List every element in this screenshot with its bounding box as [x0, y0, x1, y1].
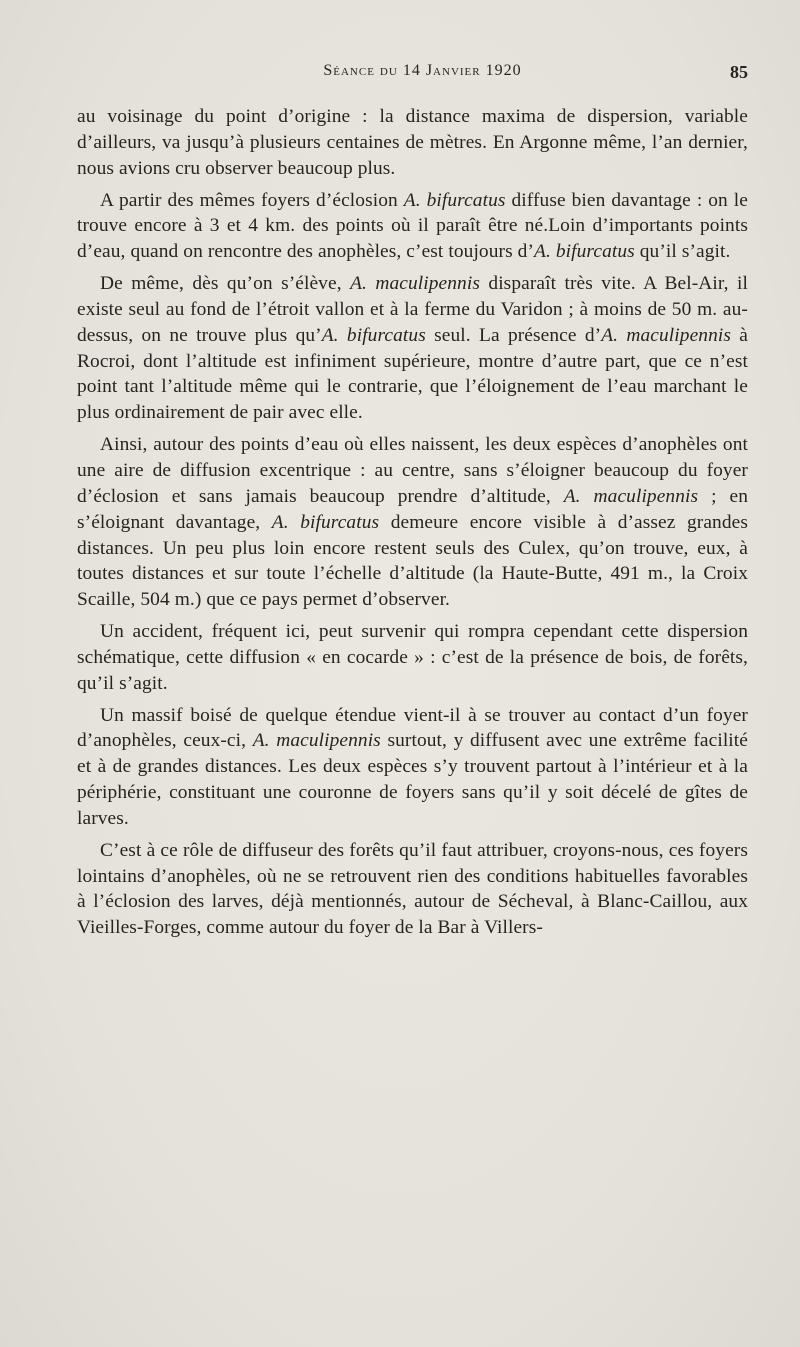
species-name: A. bifurcatus	[403, 189, 506, 211]
body-text	[77, 104, 748, 941]
species-name: A. maculipennis	[252, 730, 381, 752]
paragraph-2	[77, 188, 748, 266]
species-name: A. maculipennis	[350, 273, 480, 295]
text-run: qu’il s’agit.	[634, 241, 731, 263]
text-run: disparaît très vite. A Bel-Air, il existe seul au fond de l’étroit vallon et à la ferme du Varidon ; à moins de 50 m. au-dessus, on ne trouve plus qu’	[77, 273, 749, 346]
paragraph-6	[77, 703, 748, 832]
paragraph-1: au voisinage du point d’origine : la distance maxima de dispersion, variable d’ailleurs, va jusqu’à plusieurs centaines de mètres. En Argonne même, l’an dernier, nous avions cru observer beaucoup plus.	[77, 106, 748, 179]
text-run: De même, dès qu’on s’élève,	[100, 273, 351, 295]
species-name: A. bifurcatus	[321, 324, 426, 346]
text-run: surtout, y diffusent avec une extrême facilité et à de grandes distances. Les deux espèces s’y trouvent partout à l’intérieur et à la périphérie, constituant une couronne de foyers sans qu’il y soit décelé de gîtes de larves.	[77, 730, 748, 829]
page-number: 85	[730, 62, 748, 82]
species-name: A. maculipennis	[563, 485, 699, 507]
paragraph-3	[77, 271, 748, 426]
text-run: seul. La présence d’	[425, 324, 602, 346]
species-name: A. maculipennis	[601, 324, 732, 346]
text-run: Ainsi, autour des points d’eau où elles naissent, les deux espèces d’anophèles ont une aire de diffusion excentrique : au centre, sans s’éloigner beaucoup du foyer d’éclosion et sans jamais beaucoup prendre d’altitude,	[77, 434, 748, 507]
running-title: Séance du 14 Janvier 1920	[323, 62, 522, 79]
text-run: ; en s’éloignant davantage,	[77, 485, 748, 533]
text-run: à Rocroi, dont l’altitude est infiniment supérieure, montre d’autre part, que ce n’est point tant l’altitude même qui le contrarie, que l’éloignement de l’eau marchant le plus ordinairement de pair avec elle.	[77, 324, 749, 424]
text-run: A partir des mêmes foyers d’éclosion	[100, 189, 404, 211]
paragraph-5: Un accident, fréquent ici, peut survenir qui rompra cependant cette dispersion schématique, cette diffusion « en cocarde » : c’est de la présence de bois, de forêts, qu’il s’agit.	[77, 621, 748, 694]
paragraph-4	[77, 432, 748, 613]
paragraph-7: C’est à ce rôle de diffuseur des forêts qu’il faut attribuer, croyons-nous, ces foyers lointains d’anophèles, où ne se retrouvent rien des conditions habituelles favorables à l’éclosion des larves, déjà mentionnés, autour de Sécheval, à Blanc-Caillou, aux Vieilles-Forges, comme autour du foyer de la Bar à Villers-	[77, 839, 748, 939]
species-name: A. bifurcatus	[534, 241, 635, 263]
text-run: Un massif boisé de quelque étendue vient-il à se trouver au contact d’un foyer d’anophèles, ceux-ci,	[77, 704, 748, 752]
species-name: A. bifurcatus	[271, 511, 380, 533]
text-run: demeure encore visible à d’assez grandes distances. Un peu plus loin encore restent seuls des Culex, qu’on trouve, eux, à toutes distances et sur toute l’échelle d’altitude (la Haute-Butte, 491 m., la Croix Scaille, 504 m.) que ce pays permet d’observer.	[77, 511, 748, 611]
text-run: diffuse bien davantage : on le trouve encore à 3 et 4 km. des points où il paraît être né.Loin d’importants points d’eau, quand on rencontre des anophèles, c’est toujours d’	[77, 189, 748, 263]
running-head	[77, 62, 748, 92]
